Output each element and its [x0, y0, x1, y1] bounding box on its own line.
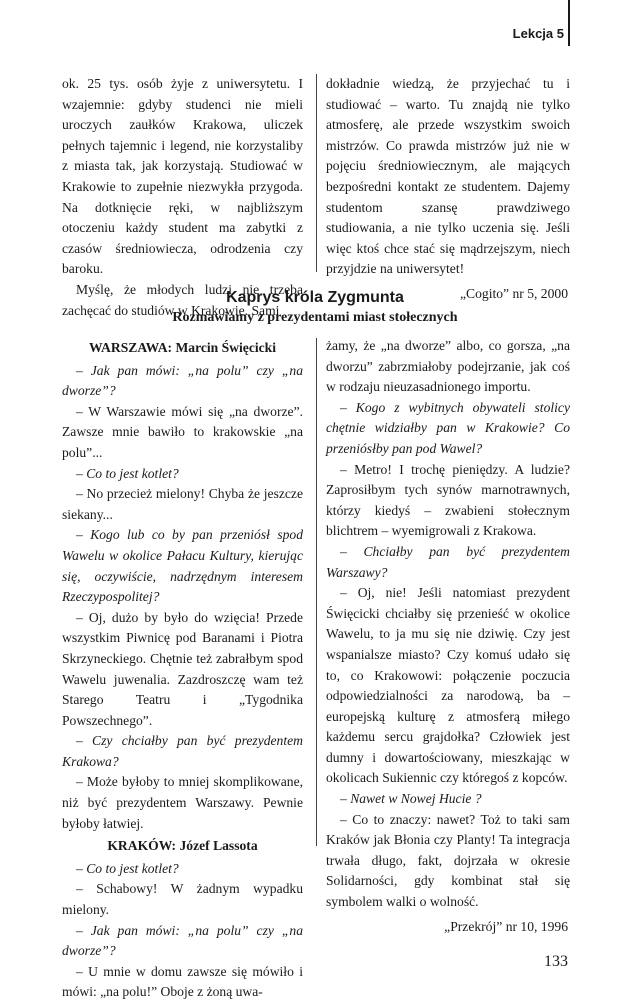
lesson-label: Lekcja 5 [512, 26, 564, 41]
answer-continuation: żamy, że „na dworze” albo, co gorsza, „na dworzu” zabrzmiałoby podejrzanie, jak coś w rodzaju nieuzasadnionego importu. [326, 338, 570, 395]
interview-left-column [62, 336, 303, 1003]
article-title: Kaprys króla Zygmunta [226, 289, 404, 306]
paragraph: dokładnie wiedzą, że przyjechać tu i studiować – warto. Tu znajdą nie tylko atmosferę, ale przede wszystkim swoich mistrzów. Co prawda mistrzów już nie w pojęciu średniowiecznym, ale mających bezpośredni kontakt ze studentem. Dajemy studentom szansę prawdziwego studiowania, a nie tylko uczenia się. Jeśli więc ktoś chce stać się mądrzejszym, niech przyjdzie na uniwersytet! [326, 76, 570, 277]
answer: – Może byłoby to mniej skomplikowane, niż być prezydentem Warszawy. Pewnie byłoby łatwiej. [62, 774, 303, 831]
answer: – U mnie w domu zawsze się mówiło i mówi: „na polu!” Oboje z żoną uwa- [62, 963, 303, 1000]
answer: – Metro! I trochę pieniędzy. A ludzie? Zaprosiłbym tych synów marnotrawnych, którzy kiedyś – zwabieni stołecznym blichtrem – wyemigrowali z Krakowa. [326, 461, 570, 539]
section-heading-krakow: KRAKÓW: Józef Lassota [107, 838, 258, 854]
article-subtitle: Rozmawiamy z prezydentami miast stołecznych [172, 310, 458, 325]
answer: – W Warszawie mówi się „na dworze”. Zawsze mnie bawiło to krakowskie „na polu”... [62, 403, 303, 460]
question: – Co to jest kotlet? [76, 860, 179, 876]
column-divider [316, 74, 317, 272]
page-number: 133 [544, 953, 568, 970]
paragraph: ok. 25 tys. osób żyje z uniwersytetu. I wzajemnie: gdyby studenci nie mieli uroczych zaułków Krakowa, uliczek pełnych tajemnic i legend, nie korzystaliby z miasta tak, jak korzystają. Studiować w Krakowie to zupełnie niezwykła przygoda. Na dotknięcie ręki, w najbliższym otoczeniu każdy student ma zabytki z czasów średniowiecza, odrodzenia czy baroku. [62, 76, 303, 277]
answer: – No przecież mielony! Chyba że jeszcze siekany... [62, 486, 303, 522]
question: – Jak pan mówi: „na polu” czy „na dworze”? [62, 922, 303, 959]
source-citation: „Przekrój” nr 10, 1996 [444, 918, 568, 934]
top-right-column [326, 74, 570, 305]
question: – Chciałby pan być prezydentem Warszawy? [326, 543, 570, 580]
paragraph: Myślę, że młodych ludzi nie trzeba zachęcać do studiów w Krakowie. Sami [62, 281, 303, 318]
source-citation: „Cogito” nr 5, 2000 [460, 285, 568, 301]
question: – Co to jest kotlet? [76, 465, 179, 481]
section-heading-warsaw: WARSZAWA: Marcin Święcicki [88, 340, 277, 355]
question: – Czy chciałby pan być prezydentem Krakowa? [62, 733, 303, 769]
question: – Jak pan mówi: „na polu” czy „na dworze”? [62, 362, 303, 399]
answer: – Co to znaczy: nawet? Toż to taki sam Kraków jak Błonia czy Planty! Ta integracja trwała długo, fakt, dojrzała w okresie Solidarności, gdy kombinat stał się symbolem walki o wolność. [326, 811, 570, 910]
header-rule [568, 0, 570, 46]
answer: – Schabowy! W żadnym wypadku mielony. [62, 881, 303, 918]
answer: – Oj, dużo by było do wzięcia! Przede wszystkim Piwnicę pod Baranami i Piotra Skrzyneckiego. Chętnie też zabrałbym spod Wawelu juwenalia. Zazdroszczę wam też Starego Teatru i „Tygodnika Powszechnego”. [62, 609, 303, 728]
question: – Kogo lub co by pan przeniósł spod Wawelu w okolice Pałacu Kultury, kierując się, oczywiście, nadrzędnym interesem Rzeczypospolitej? [62, 527, 303, 605]
answer: – Oj, nie! Jeśli natomiast prezydent Święcicki chciałby się przenieść w okolice Wawelu, to ja mu się nie dziwię. Czy jest wspanialsze miasto? Czy komuś udało się to, co Krakowowi: połączenie poczucia odpowiedzialności za narodową, ba – europejską kulturę z atmosferą miłego każdemu sercu grajdołka? Człowiek jest dumny i dowartościowany, mieszkając w okolicach Sukiennic czy któregoś z kopców. [326, 585, 570, 786]
question: – Kogo z wybitnych obywateli stolicy chętnie widziałby pan w Krakowie? Co przeniósłby pan pod Wawel? [326, 399, 570, 456]
top-left-column [62, 74, 303, 321]
question: – Nawet w Nowej Hucie ? [340, 791, 482, 807]
interview-right-column [326, 336, 570, 937]
column-divider [316, 338, 317, 846]
